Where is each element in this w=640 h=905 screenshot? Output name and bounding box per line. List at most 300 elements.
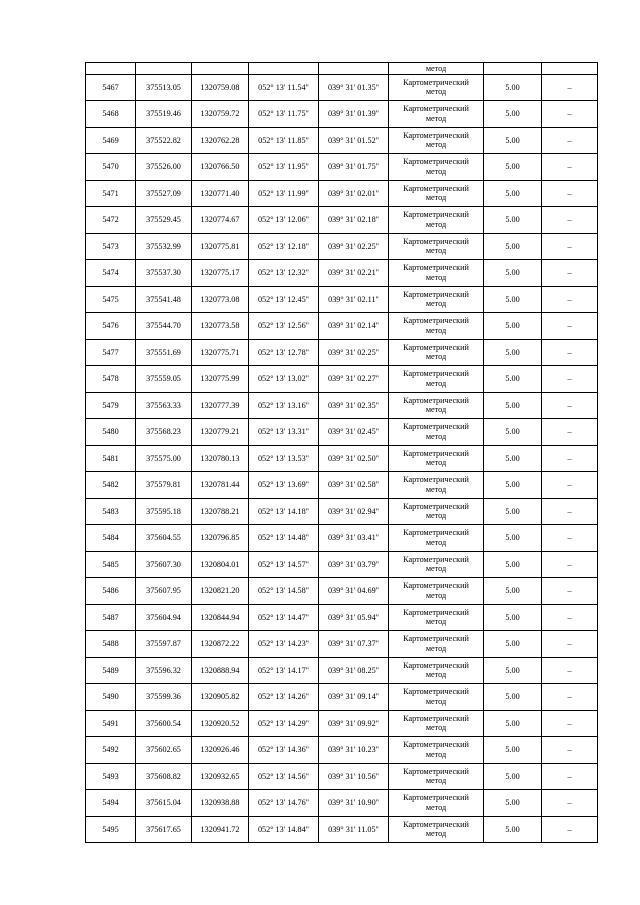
note: – (567, 294, 572, 304)
cell-longitude (319, 657, 389, 684)
cell-y-coordinate (192, 339, 249, 366)
latitude: 052° 13' 12.32" (257, 268, 310, 278)
accuracy: 5.00 (505, 586, 520, 596)
cell-empty (86, 63, 136, 75)
y-coordinate: 1320844.94 (200, 612, 240, 622)
accuracy: 5.00 (505, 771, 520, 781)
method-line-1: Картометрический (403, 183, 469, 193)
cell-x-coordinate (136, 498, 192, 525)
cell-accuracy (484, 578, 542, 605)
method-line-2: метод (425, 696, 447, 706)
longitude: 039° 31' 02.45" (327, 427, 380, 437)
note: – (567, 321, 572, 331)
cell-point-number (86, 684, 136, 711)
method-line-2: метод (425, 643, 447, 653)
cell-note (542, 286, 598, 313)
cell-y-coordinate (192, 127, 249, 154)
longitude: 039° 31' 01.35" (327, 82, 380, 92)
longitude: 039° 31' 01.39" (327, 109, 380, 119)
latitude: 052° 13' 14.29" (257, 718, 310, 728)
cell-method (389, 339, 484, 366)
cell-note (542, 684, 598, 711)
cell-longitude (319, 737, 389, 764)
accuracy: 5.00 (505, 321, 520, 331)
x-coordinate: 375608.82 (146, 771, 181, 781)
cell-longitude (319, 816, 389, 843)
x-coordinate: 375596.32 (146, 665, 181, 675)
cell-y-coordinate (192, 101, 249, 128)
point-number: 5482 (102, 480, 119, 490)
longitude: 039° 31' 11.05" (328, 824, 379, 834)
x-coordinate: 375529.45 (146, 215, 181, 225)
point-number: 5491 (102, 718, 119, 728)
table-row (86, 525, 598, 552)
point-number: 5490 (102, 692, 119, 702)
cell-point-number (86, 578, 136, 605)
accuracy: 5.00 (505, 374, 520, 384)
latitude: 052° 13' 14.47" (257, 612, 310, 622)
accuracy: 5.00 (505, 798, 520, 808)
method-line-1: Картометрический (403, 130, 469, 140)
method-line-1: Картометрический (403, 342, 469, 352)
cell-accuracy (484, 101, 542, 128)
cell-empty (136, 63, 192, 75)
cell-y-coordinate (192, 154, 249, 181)
table-row (86, 180, 598, 207)
latitude: 052° 13' 13.53" (257, 453, 310, 463)
cell-latitude (249, 101, 319, 128)
cell-accuracy (484, 233, 542, 260)
cell-x-coordinate (136, 763, 192, 790)
x-coordinate: 375527.09 (146, 188, 181, 198)
cell-method (389, 578, 484, 605)
cell-longitude (319, 74, 389, 101)
cell-note (542, 604, 598, 631)
cell-y-coordinate (192, 286, 249, 313)
cell-note (542, 419, 598, 446)
cell-method (389, 74, 484, 101)
cell-point-number (86, 445, 136, 472)
y-coordinate: 1320773.08 (200, 294, 240, 304)
cell-latitude (249, 472, 319, 499)
method-line-1: Картометрический (403, 77, 469, 87)
cell-point-number (86, 127, 136, 154)
cell-method (389, 525, 484, 552)
cell-point-number (86, 631, 136, 658)
cell-note (542, 74, 598, 101)
y-coordinate: 1320775.99 (200, 374, 240, 384)
point-number: 5483 (102, 506, 119, 516)
cell-y-coordinate (192, 260, 249, 287)
cell-empty (542, 63, 598, 75)
method-line-2: метод (425, 723, 447, 733)
table-row (86, 286, 598, 313)
latitude: 052° 13' 12.18" (257, 241, 310, 251)
cell-longitude (319, 631, 389, 658)
note: – (567, 135, 572, 145)
cell-note (542, 101, 598, 128)
cell-method (389, 392, 484, 419)
cell-x-coordinate (136, 154, 192, 181)
cell-accuracy (484, 631, 542, 658)
accuracy: 5.00 (505, 162, 520, 172)
cell-latitude (249, 710, 319, 737)
cell-empty (484, 63, 542, 75)
cell-x-coordinate (136, 207, 192, 234)
longitude: 039° 31' 10.56" (327, 771, 380, 781)
method-line-2: метод (425, 670, 447, 680)
cell-accuracy (484, 313, 542, 340)
cell-x-coordinate (136, 551, 192, 578)
table-row (86, 419, 598, 446)
note: – (567, 188, 572, 198)
longitude: 039° 31' 03.79" (327, 559, 380, 569)
cell-latitude (249, 578, 319, 605)
cell-y-coordinate (192, 366, 249, 393)
cell-longitude (319, 339, 389, 366)
continued-row (86, 63, 598, 75)
cell-method (389, 154, 484, 181)
cell-method (389, 127, 484, 154)
method-line-1: Картометрический (403, 316, 469, 326)
y-coordinate: 1320932.65 (200, 771, 240, 781)
table-row (86, 604, 598, 631)
cell-note (542, 763, 598, 790)
method-line-1: Картометрический (403, 395, 469, 405)
latitude: 052° 13' 14.56" (257, 771, 310, 781)
table-row (86, 366, 598, 393)
method-line-2: метод (425, 776, 447, 786)
method-line-1: Картометрический (403, 475, 469, 485)
cell-method (389, 419, 484, 446)
method-line-1: Картометрический (403, 581, 469, 591)
method-line-2: метод (425, 113, 447, 123)
x-coordinate: 375522.82 (146, 135, 181, 145)
cell-point-number (86, 74, 136, 101)
longitude: 039° 31' 02.14" (327, 321, 380, 331)
note: – (567, 506, 572, 516)
table-row (86, 260, 598, 287)
longitude: 039° 31' 02.01" (327, 188, 380, 198)
table-row (86, 710, 598, 737)
cell-latitude (249, 392, 319, 419)
cell-method (389, 101, 484, 128)
cell-longitude (319, 498, 389, 525)
cell-accuracy (484, 684, 542, 711)
x-coordinate: 375513.05 (146, 82, 181, 92)
accuracy: 5.00 (505, 665, 520, 675)
cell-latitude (249, 498, 319, 525)
cell-y-coordinate (192, 313, 249, 340)
method-line-1: Картометрический (403, 554, 469, 564)
table-row (86, 392, 598, 419)
cell-method (389, 445, 484, 472)
method-line-2: метод (425, 299, 447, 309)
longitude: 039° 31' 02.25" (327, 347, 380, 357)
cell-longitude (319, 207, 389, 234)
cell-accuracy (484, 657, 542, 684)
x-coordinate: 375568.23 (146, 427, 181, 437)
method-line-2: метод (425, 193, 447, 203)
point-number: 5484 (102, 533, 119, 543)
cell-method (389, 207, 484, 234)
longitude: 039° 31' 02.50" (327, 453, 380, 463)
accuracy: 5.00 (505, 268, 520, 278)
cell-y-coordinate (192, 472, 249, 499)
cell-x-coordinate (136, 339, 192, 366)
cell-longitude (319, 127, 389, 154)
point-number: 5477 (102, 347, 119, 357)
cell-method (389, 790, 484, 817)
latitude: 052° 13' 11.99" (258, 188, 309, 198)
point-number: 5474 (102, 268, 119, 278)
x-coordinate: 375519.46 (146, 109, 181, 119)
cell-note (542, 578, 598, 605)
cell-point-number (86, 551, 136, 578)
y-coordinate: 1320762.28 (200, 135, 240, 145)
cell-note (542, 127, 598, 154)
accuracy: 5.00 (505, 215, 520, 225)
latitude: 052° 13' 14.23" (257, 639, 310, 649)
method-line-1: Картометрический (403, 236, 469, 246)
method-line-1: Картометрический (403, 713, 469, 723)
x-coordinate: 375563.33 (146, 400, 181, 410)
x-coordinate: 375541.48 (146, 294, 181, 304)
table-row (86, 313, 598, 340)
point-number: 5479 (102, 400, 119, 410)
y-coordinate: 1320938.88 (200, 798, 240, 808)
cell-y-coordinate (192, 419, 249, 446)
method-line-1: Картометрический (403, 528, 469, 538)
y-coordinate: 1320905.82 (200, 692, 240, 702)
cell-note (542, 154, 598, 181)
point-number: 5469 (102, 135, 119, 145)
cell-point-number (86, 604, 136, 631)
cell-longitude (319, 445, 389, 472)
cell-y-coordinate (192, 392, 249, 419)
latitude: 052° 13' 14.48" (257, 533, 310, 543)
cell-point-number (86, 790, 136, 817)
method-line-2: метод (425, 590, 447, 600)
cell-x-coordinate (136, 445, 192, 472)
cell-empty (249, 63, 319, 75)
note: – (567, 639, 572, 649)
cell-x-coordinate (136, 710, 192, 737)
y-coordinate: 1320796.85 (200, 533, 240, 543)
cell-longitude (319, 233, 389, 260)
point-number: 5481 (102, 453, 119, 463)
accuracy: 5.00 (505, 400, 520, 410)
note: – (567, 665, 572, 675)
cell-accuracy (484, 286, 542, 313)
cell-accuracy (484, 790, 542, 817)
latitude: 052° 13' 14.26" (257, 692, 310, 702)
x-coordinate: 375617.65 (146, 824, 181, 834)
latitude: 052° 13' 12.06" (257, 215, 310, 225)
method-line-2: метод (425, 511, 447, 521)
y-coordinate: 1320775.71 (200, 347, 240, 357)
accuracy: 5.00 (505, 82, 520, 92)
cell-point-number (86, 154, 136, 181)
cell-latitude (249, 790, 319, 817)
longitude: 039° 31' 02.27" (327, 374, 380, 384)
table-row (86, 790, 598, 817)
cell-note (542, 657, 598, 684)
y-coordinate: 1320780.13 (200, 453, 240, 463)
note: – (567, 215, 572, 225)
longitude: 039° 31' 02.94" (327, 506, 380, 516)
method-line-1: Картометрический (403, 157, 469, 167)
cell-y-coordinate (192, 657, 249, 684)
cell-accuracy (484, 366, 542, 393)
cell-longitude (319, 551, 389, 578)
cell-longitude (319, 525, 389, 552)
cell-x-coordinate (136, 233, 192, 260)
cell-accuracy (484, 551, 542, 578)
table-row (86, 339, 598, 366)
cell-longitude (319, 472, 389, 499)
method-line-1: Картометрический (403, 448, 469, 458)
method-line-1: Картометрический (403, 422, 469, 432)
note: – (567, 692, 572, 702)
cell-longitude (319, 763, 389, 790)
point-number: 5475 (102, 294, 119, 304)
method-line-1: Картометрический (403, 634, 469, 644)
cell-note (542, 260, 598, 287)
x-coordinate: 375607.30 (146, 559, 181, 569)
cell-longitude (319, 392, 389, 419)
table-row (86, 74, 598, 101)
method-line-2: метод (425, 802, 447, 812)
cell-point-number (86, 525, 136, 552)
cell-latitude (249, 180, 319, 207)
note: – (567, 162, 572, 172)
method-line-1: Картометрический (403, 793, 469, 803)
x-coordinate: 375607.95 (146, 586, 181, 596)
longitude: 039° 31' 09.14" (327, 692, 380, 702)
cell-method (389, 737, 484, 764)
x-coordinate: 375575.00 (146, 453, 181, 463)
y-coordinate: 1320920.52 (200, 718, 240, 728)
note: – (567, 241, 572, 251)
method-line-2: метод (425, 458, 447, 468)
x-coordinate: 375579.81 (146, 480, 181, 490)
accuracy: 5.00 (505, 347, 520, 357)
method-line-1: Картометрический (403, 369, 469, 379)
cell-x-coordinate (136, 578, 192, 605)
method-line-2: метод (425, 405, 447, 415)
accuracy: 5.00 (505, 241, 520, 251)
cell-method (389, 657, 484, 684)
cell-latitude (249, 127, 319, 154)
cell-note (542, 710, 598, 737)
method-line-2: метод (425, 140, 447, 150)
y-coordinate: 1320804.01 (200, 559, 240, 569)
longitude: 039° 31' 02.11" (328, 294, 379, 304)
cell-longitude (319, 710, 389, 737)
table-row (86, 551, 598, 578)
cell-latitude (249, 419, 319, 446)
point-number: 5493 (102, 771, 119, 781)
cell-method (389, 286, 484, 313)
longitude: 039° 31' 01.52" (327, 135, 380, 145)
point-number: 5468 (102, 109, 119, 119)
cell-latitude (249, 763, 319, 790)
point-number: 5478 (102, 374, 119, 384)
note: – (567, 427, 572, 437)
longitude: 039° 31' 10.90" (327, 798, 380, 808)
y-coordinate: 1320766.50 (200, 162, 240, 172)
cell-latitude (249, 366, 319, 393)
cell-note (542, 498, 598, 525)
method-continued-text: метод (425, 64, 447, 73)
cell-method (389, 472, 484, 499)
accuracy: 5.00 (505, 294, 520, 304)
x-coordinate: 375599.36 (146, 692, 181, 702)
y-coordinate: 1320821.20 (200, 586, 240, 596)
cell-longitude (319, 419, 389, 446)
latitude: 052° 13' 14.57" (257, 559, 310, 569)
method-line-1: Картометрический (403, 819, 469, 829)
method-line-2: метод (425, 484, 447, 494)
note: – (567, 745, 572, 755)
cell-method (389, 498, 484, 525)
y-coordinate: 1320759.08 (200, 82, 240, 92)
cell-latitude (249, 286, 319, 313)
cell-y-coordinate (192, 604, 249, 631)
cell-y-coordinate (192, 498, 249, 525)
cell-x-coordinate (136, 816, 192, 843)
latitude: 052° 13' 14.36" (257, 745, 310, 755)
cell-point-number (86, 207, 136, 234)
cell-point-number (86, 710, 136, 737)
y-coordinate: 1320771.40 (200, 188, 240, 198)
x-coordinate: 375532.99 (146, 241, 181, 251)
accuracy: 5.00 (505, 533, 520, 543)
accuracy: 5.00 (505, 639, 520, 649)
method-line-2: метод (425, 378, 447, 388)
accuracy: 5.00 (505, 559, 520, 569)
accuracy: 5.00 (505, 745, 520, 755)
cell-y-coordinate (192, 180, 249, 207)
latitude: 052° 13' 11.95" (258, 162, 309, 172)
note: – (567, 109, 572, 119)
cell-x-coordinate (136, 604, 192, 631)
latitude: 052° 13' 11.85" (258, 135, 309, 145)
point-number: 5494 (102, 798, 119, 808)
cell-longitude (319, 366, 389, 393)
cell-accuracy (484, 816, 542, 843)
table-row (86, 472, 598, 499)
x-coordinate: 375595.18 (146, 506, 181, 516)
cell-note (542, 737, 598, 764)
cell-method (389, 604, 484, 631)
cell-point-number (86, 419, 136, 446)
cell-point-number (86, 101, 136, 128)
method-line-2: метод (425, 272, 447, 282)
x-coordinate: 375551.69 (146, 347, 181, 357)
table-row (86, 816, 598, 843)
method-line-2: метод (425, 537, 447, 547)
cell-point-number (86, 657, 136, 684)
cell-x-coordinate (136, 260, 192, 287)
latitude: 052° 13' 14.17" (257, 665, 310, 675)
y-coordinate: 1320775.17 (200, 268, 240, 278)
y-coordinate: 1320777.39 (200, 400, 240, 410)
cell-point-number (86, 339, 136, 366)
method-line-2: метод (425, 325, 447, 335)
point-number: 5480 (102, 427, 119, 437)
